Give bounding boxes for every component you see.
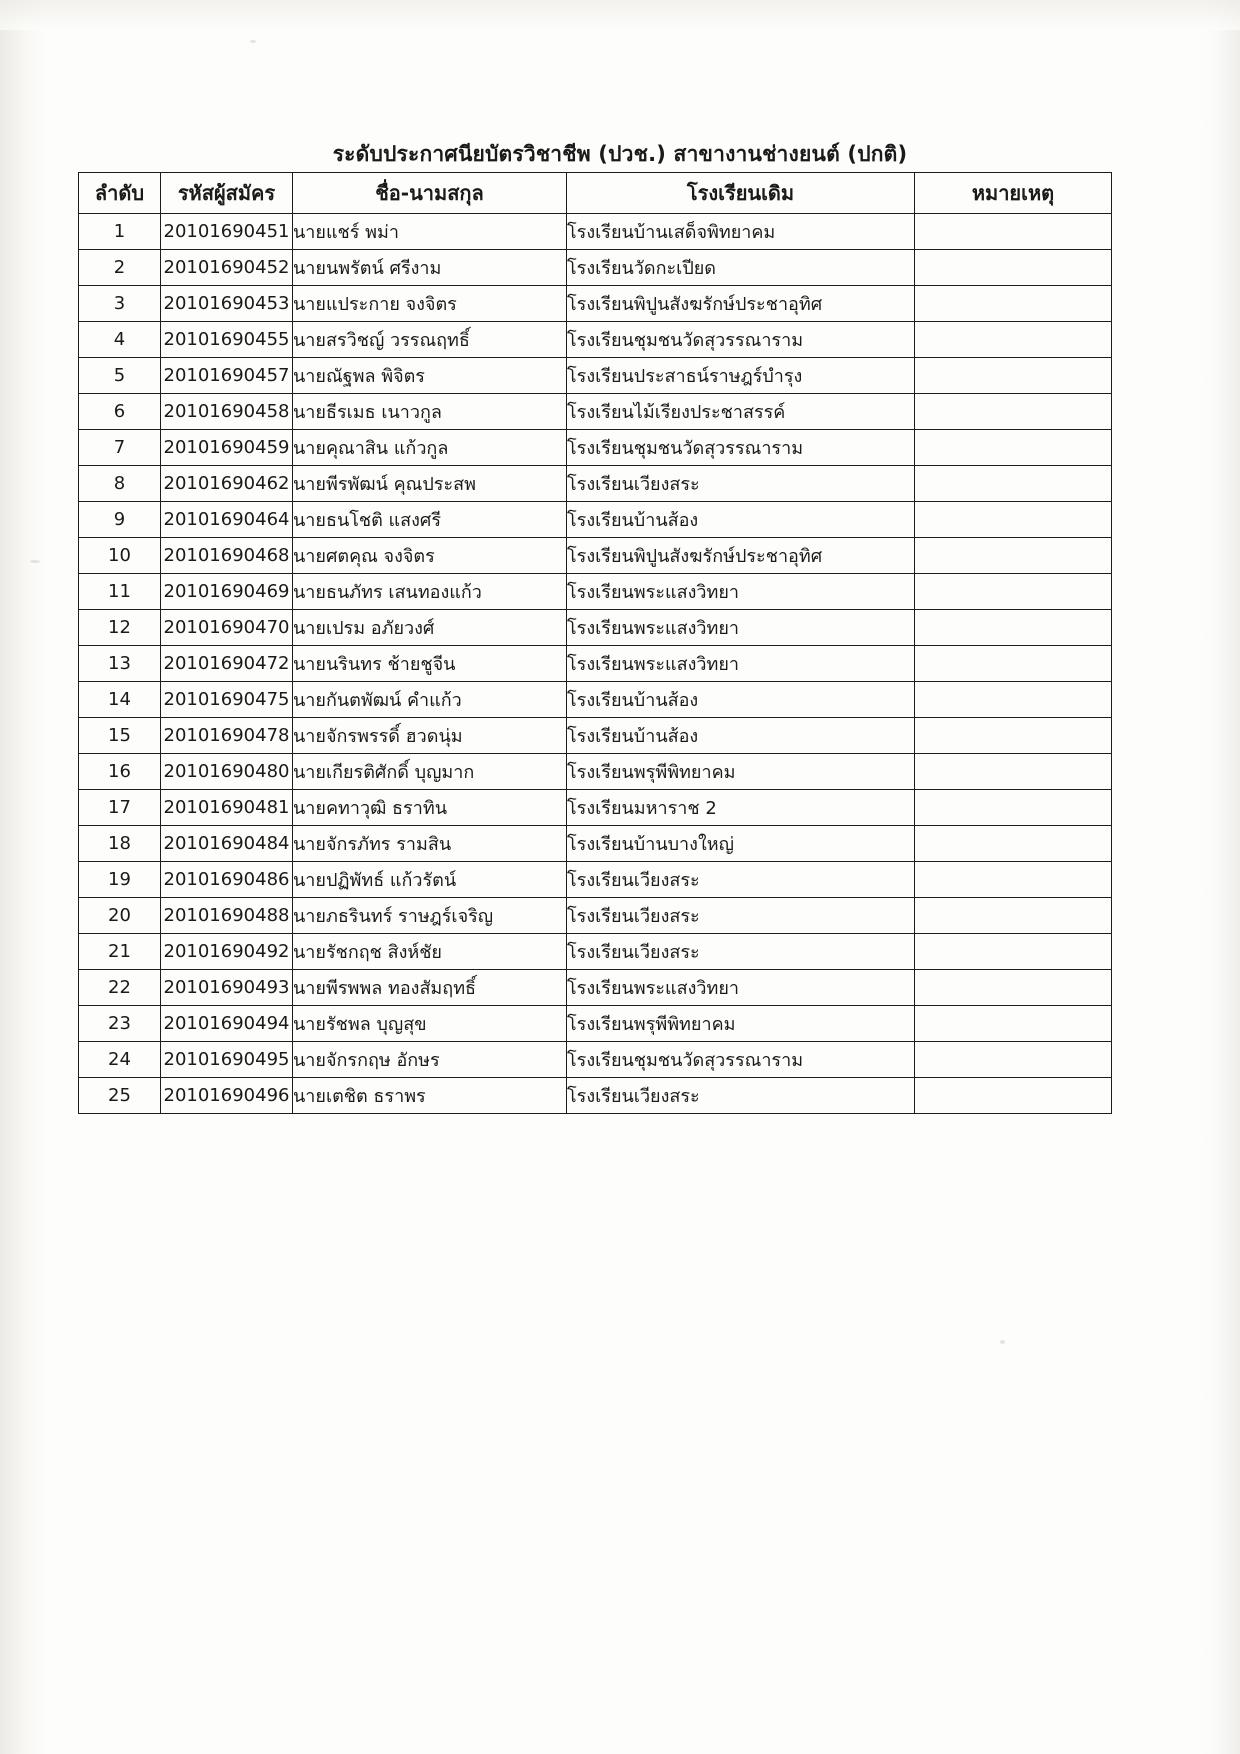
cell-no: 11 (79, 574, 161, 610)
cell-code: 20101690451 (161, 214, 293, 250)
table-row (79, 646, 1112, 682)
cell-note (915, 430, 1112, 466)
cell-note (915, 466, 1112, 502)
cell-note (915, 610, 1112, 646)
cell-school: โรงเรียนวัดกะเปียด (567, 250, 915, 286)
cell-school: โรงเรียนพิปูนสังฆรักษ์ประชาอุทิศ (567, 286, 915, 322)
cell-school: โรงเรียนประสาธน์ราษฎร์บำรุง (567, 358, 915, 394)
cell-no: 9 (79, 502, 161, 538)
table-row (79, 466, 1112, 502)
cell-no: 2 (79, 250, 161, 286)
scan-edge-left (0, 0, 46, 1754)
table-row (79, 430, 1112, 466)
column-header-no: ลำดับ (79, 173, 161, 214)
column-header-note: หมายเหตุ (915, 173, 1112, 214)
cell-no: 7 (79, 430, 161, 466)
cell-no: 24 (79, 1042, 161, 1078)
cell-name: นายณัฐพล พิจิตร (293, 358, 567, 394)
cell-code: 20101690480 (161, 754, 293, 790)
cell-code: 20101690475 (161, 682, 293, 718)
cell-code: 20101690469 (161, 574, 293, 610)
table-header-row (79, 173, 1112, 214)
cell-note (915, 394, 1112, 430)
scan-edge-top (0, 0, 1240, 30)
table-row (79, 502, 1112, 538)
cell-no: 23 (79, 1006, 161, 1042)
cell-school: โรงเรียนเวียงสระ (567, 898, 915, 934)
table-row (79, 970, 1112, 1006)
table-row (79, 358, 1112, 394)
cell-code: 20101690455 (161, 322, 293, 358)
table-row (79, 934, 1112, 970)
scan-speck (250, 40, 256, 43)
cell-code: 20101690478 (161, 718, 293, 754)
cell-code: 20101690488 (161, 898, 293, 934)
table-row (79, 898, 1112, 934)
cell-school: โรงเรียนชุมชนวัดสุวรรณาราม (567, 430, 915, 466)
cell-name: นายสรวิชญ์ วรรณฤทธิ์ (293, 322, 567, 358)
cell-code: 20101690464 (161, 502, 293, 538)
cell-school: โรงเรียนไม้เรียงประชาสรรค์ (567, 394, 915, 430)
cell-no: 5 (79, 358, 161, 394)
scan-edge-right (1200, 0, 1240, 1754)
table-row (79, 826, 1112, 862)
cell-no: 18 (79, 826, 161, 862)
table-row (79, 286, 1112, 322)
cell-no: 25 (79, 1078, 161, 1114)
cell-name: นายจักรพรรดิ์ ฮวดนุ่ม (293, 718, 567, 754)
cell-school: โรงเรียนเวียงสระ (567, 862, 915, 898)
table-row (79, 754, 1112, 790)
cell-code: 20101690495 (161, 1042, 293, 1078)
cell-school: โรงเรียนพรุพีพิทยาคม (567, 1006, 915, 1042)
cell-note (915, 898, 1112, 934)
scan-speck (1000, 1340, 1005, 1344)
cell-note (915, 646, 1112, 682)
cell-school: โรงเรียนพระแสงวิทยา (567, 574, 915, 610)
cell-note (915, 250, 1112, 286)
cell-name: นายธีรเมธ เนาวกูล (293, 394, 567, 430)
cell-name: นายนพรัตน์ ศรีงาม (293, 250, 567, 286)
cell-no: 21 (79, 934, 161, 970)
cell-school: โรงเรียนบ้านส้อง (567, 718, 915, 754)
column-header-code: รหัสผู้สมัคร (161, 173, 293, 214)
cell-no: 3 (79, 286, 161, 322)
cell-note (915, 826, 1112, 862)
cell-note (915, 934, 1112, 970)
cell-note (915, 286, 1112, 322)
table-row (79, 574, 1112, 610)
page-title: ระดับประกาศนียบัตรวิชาชีพ (ปวช.) สาขางานช่างยนต์ (ปกติ) (332, 142, 908, 166)
cell-note (915, 574, 1112, 610)
cell-no: 20 (79, 898, 161, 934)
cell-note (915, 358, 1112, 394)
table-row (79, 394, 1112, 430)
cell-code: 20101690458 (161, 394, 293, 430)
cell-school: โรงเรียนมหาราช 2 (567, 790, 915, 826)
cell-note (915, 502, 1112, 538)
cell-name: นายจักรกฤษ อักษร (293, 1042, 567, 1078)
cell-no: 15 (79, 718, 161, 754)
table-row (79, 682, 1112, 718)
cell-code: 20101690468 (161, 538, 293, 574)
cell-school: โรงเรียนชุมชนวัดสุวรรณาราม (567, 1042, 915, 1078)
cell-school: โรงเรียนบ้านเสด็จพิทยาคม (567, 214, 915, 250)
table-row (79, 1006, 1112, 1042)
cell-name: นายธนภัทร เสนทองแก้ว (293, 574, 567, 610)
cell-school: โรงเรียนพรุพีพิทยาคม (567, 754, 915, 790)
cell-note (915, 1006, 1112, 1042)
cell-school: โรงเรียนพระแสงวิทยา (567, 646, 915, 682)
cell-code: 20101690459 (161, 430, 293, 466)
cell-code: 20101690472 (161, 646, 293, 682)
scan-speck (30, 560, 40, 563)
cell-code: 20101690484 (161, 826, 293, 862)
cell-code: 20101690494 (161, 1006, 293, 1042)
table-header (79, 173, 1112, 214)
cell-name: นายกันตพัฒน์ คำแก้ว (293, 682, 567, 718)
cell-no: 13 (79, 646, 161, 682)
applicant-table (78, 172, 1112, 1114)
cell-code: 20101690452 (161, 250, 293, 286)
table-row (79, 790, 1112, 826)
cell-school: โรงเรียนเวียงสระ (567, 934, 915, 970)
cell-no: 10 (79, 538, 161, 574)
cell-name: นายเกียรติศักดิ์ บุญมาก (293, 754, 567, 790)
cell-school: โรงเรียนบ้านบางใหญ่ (567, 826, 915, 862)
cell-name: นายภธรินทร์ ราษฎร์เจริญ (293, 898, 567, 934)
cell-code: 20101690453 (161, 286, 293, 322)
cell-name: นายพีรพพล ทองสัมฤทธิ์ (293, 970, 567, 1006)
cell-note (915, 538, 1112, 574)
cell-no: 12 (79, 610, 161, 646)
cell-school: โรงเรียนชุมชนวัดสุวรรณาราม (567, 322, 915, 358)
cell-name: นายคทาวุฒิ ธราทิน (293, 790, 567, 826)
cell-school: โรงเรียนเวียงสระ (567, 466, 915, 502)
cell-no: 8 (79, 466, 161, 502)
column-header-school: โรงเรียนเดิม (567, 173, 915, 214)
cell-note (915, 214, 1112, 250)
cell-no: 14 (79, 682, 161, 718)
cell-name: นายเตชิต ธราพร (293, 1078, 567, 1114)
cell-no: 17 (79, 790, 161, 826)
cell-note (915, 970, 1112, 1006)
cell-code: 20101690470 (161, 610, 293, 646)
table-row (79, 718, 1112, 754)
cell-note (915, 754, 1112, 790)
cell-name: นายจักรภัทร รามสิน (293, 826, 567, 862)
cell-name: นายนรินทร ช้ายชูจีน (293, 646, 567, 682)
cell-name: นายปฏิพัทธ์ แก้วรัตน์ (293, 862, 567, 898)
table-body (79, 214, 1112, 1114)
cell-code: 20101690457 (161, 358, 293, 394)
cell-no: 16 (79, 754, 161, 790)
cell-name: นายธนโชติ แสงศรี (293, 502, 567, 538)
cell-school: โรงเรียนพระแสงวิทยา (567, 970, 915, 1006)
cell-school: โรงเรียนบ้านส้อง (567, 502, 915, 538)
column-header-name: ชื่อ-นามสกุล (293, 173, 567, 214)
cell-note (915, 1042, 1112, 1078)
table-row (79, 214, 1112, 250)
table-row (79, 322, 1112, 358)
cell-name: นายแชร์ พม่า (293, 214, 567, 250)
cell-name: นายเปรม อภัยวงศ์ (293, 610, 567, 646)
table-row (79, 250, 1112, 286)
table-row (79, 1078, 1112, 1114)
cell-no: 1 (79, 214, 161, 250)
cell-code: 20101690496 (161, 1078, 293, 1114)
cell-code: 20101690492 (161, 934, 293, 970)
cell-note (915, 718, 1112, 754)
table-row (79, 610, 1112, 646)
cell-code: 20101690493 (161, 970, 293, 1006)
table-row (79, 862, 1112, 898)
cell-note (915, 322, 1112, 358)
cell-code: 20101690462 (161, 466, 293, 502)
cell-school: โรงเรียนเวียงสระ (567, 1078, 915, 1114)
cell-note (915, 682, 1112, 718)
cell-code: 20101690486 (161, 862, 293, 898)
table-row (79, 538, 1112, 574)
cell-note (915, 1078, 1112, 1114)
cell-no: 19 (79, 862, 161, 898)
cell-no: 4 (79, 322, 161, 358)
cell-name: นายคุณาสิน แก้วกูล (293, 430, 567, 466)
table-row (79, 1042, 1112, 1078)
cell-note (915, 790, 1112, 826)
cell-school: โรงเรียนพิปูนสังฆรักษ์ประชาอุทิศ (567, 538, 915, 574)
cell-name: นายแประกาย จงจิตร (293, 286, 567, 322)
cell-name: นายรัชกฤช สิงห์ชัย (293, 934, 567, 970)
cell-no: 6 (79, 394, 161, 430)
cell-school: โรงเรียนบ้านส้อง (567, 682, 915, 718)
cell-name: นายรัชพล บุญสุข (293, 1006, 567, 1042)
cell-note (915, 862, 1112, 898)
cell-code: 20101690481 (161, 790, 293, 826)
cell-name: นายพีรพัฒน์ คุณประสพ (293, 466, 567, 502)
cell-no: 22 (79, 970, 161, 1006)
cell-name: นายศตคุณ จงจิตร (293, 538, 567, 574)
cell-school: โรงเรียนพระแสงวิทยา (567, 610, 915, 646)
